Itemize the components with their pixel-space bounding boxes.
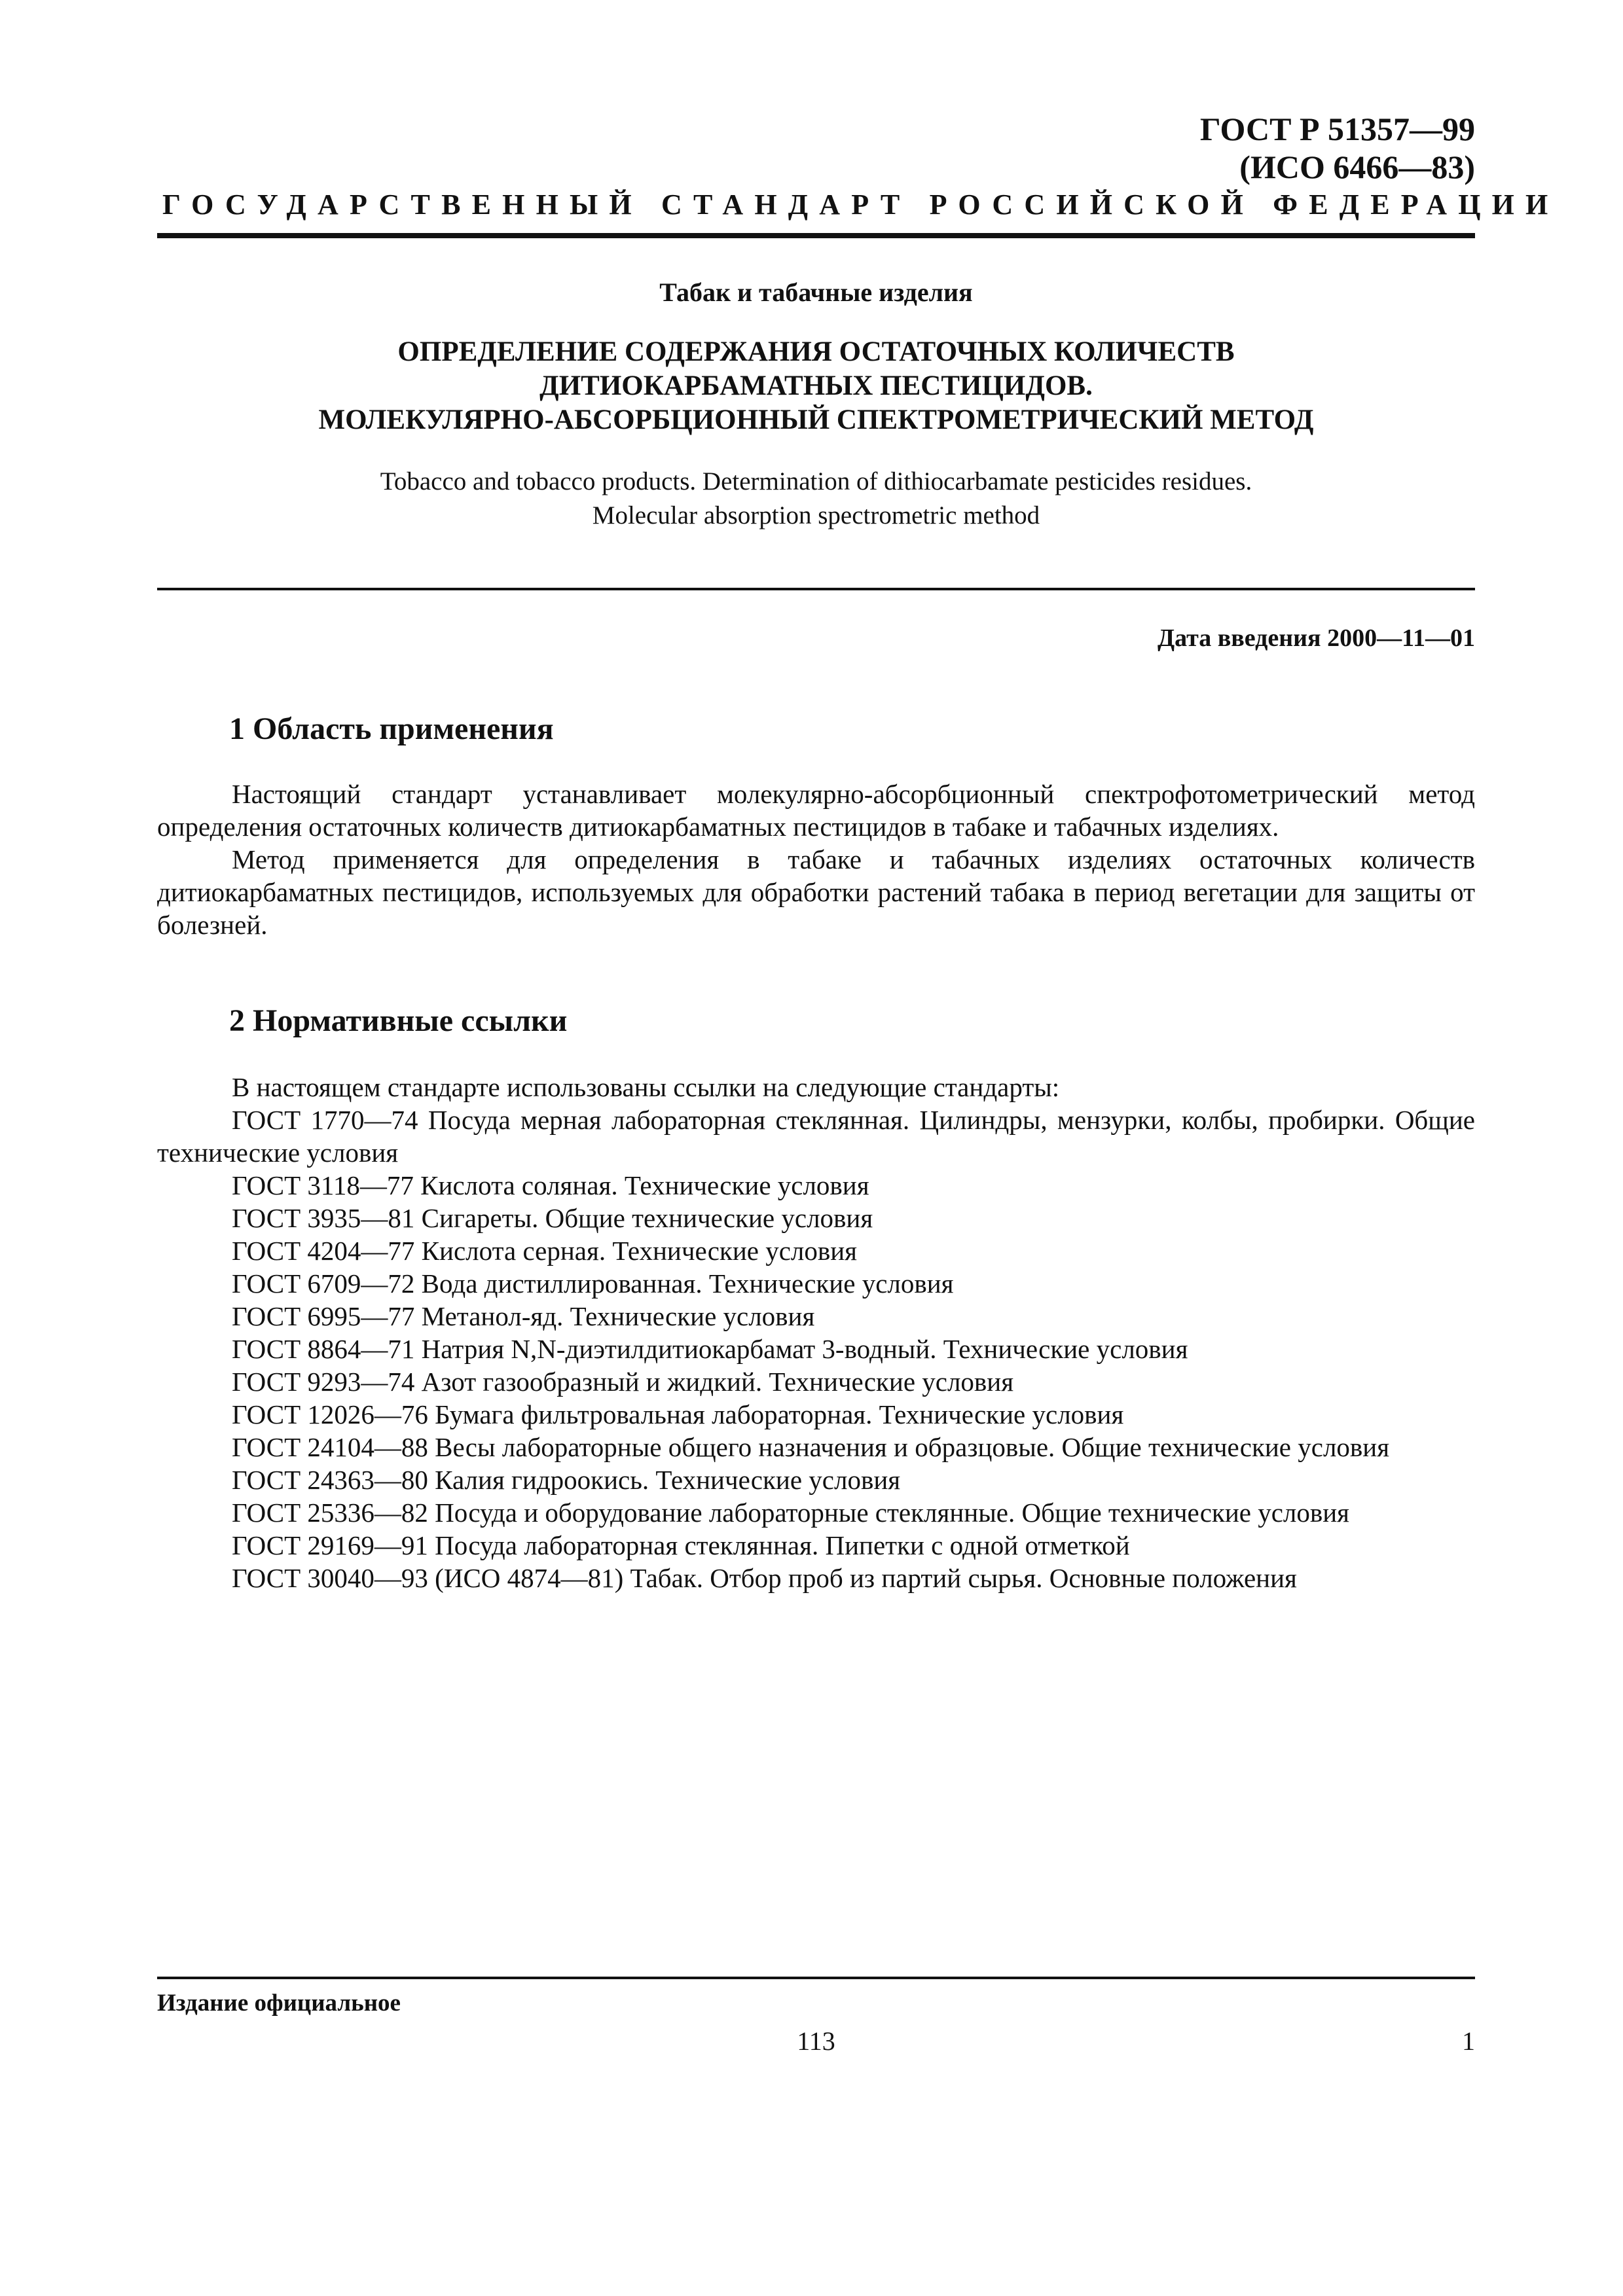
paragraph: Метод применяется для определения в табаке и табачных изделиях остаточных количеств дитиокарбаматных пестицидов, используемых для обработки растений табака в период вегетации для защиты от болезней. xyxy=(157,844,1475,940)
reference-item: ГОСТ 25336—82 Посуда и оборудование лабораторные стеклянные. Общие технические условия xyxy=(232,1498,1350,1528)
introduction-date: Дата введения 2000—11—01 xyxy=(1157,624,1475,652)
section-heading: 1 Область применения xyxy=(229,711,554,746)
footer-rule xyxy=(157,1977,1475,1979)
reference-item: ГОСТ 9293—74 Азот газообразный и жидкий. Технические условия xyxy=(232,1367,1014,1397)
reference-item: ГОСТ 3118—77 Кислота соляная. Технические условия xyxy=(232,1170,869,1200)
reference-item: ГОСТ 30040—93 (ИСО 4874—81) Табак. Отбор проб из партий сырья. Основные положения xyxy=(232,1563,1297,1593)
reference-item: ГОСТ 3935—81 Сигареты. Общие технические условия xyxy=(232,1203,873,1233)
paragraph: Настоящий стандарт устанавливает молекулярно-абсорбционный спектрофотометрический метод определения остаточных количеств дитиокарбаматных пестицидов в табаке и табачных изделиях. xyxy=(157,779,1475,842)
english-title xyxy=(157,465,1475,533)
reference-item: ГОСТ 29169—91 Посуда лабораторная стеклянная. Пипетки с одной отметкой xyxy=(232,1530,1130,1560)
reference-item: ГОСТ 6709—72 Вода дистиллированная. Технические условия xyxy=(232,1268,954,1299)
reference-item: ГОСТ 24104—88 Весы лабораторные общего назначения и образцовые. Общие технические условия xyxy=(232,1432,1390,1462)
state-standard-banner: ГОСУДАРСТВЕННЫЙ СТАНДАРТ РОССИЙСКОЙ ФЕДЕРАЦИИ xyxy=(162,188,1559,221)
reference-item: ГОСТ 6995—77 Метанол-яд. Технические условия xyxy=(232,1301,815,1331)
reference-item: ГОСТ 24363—80 Калия гидроокись. Технические условия xyxy=(232,1465,901,1495)
reference-item: ГОСТ 4204—77 Кислота серная. Технические условия xyxy=(232,1236,858,1266)
reference-item: ГОСТ 8864—71 Натрия N,N-диэтилдитиокарбамат 3-водный. Технические условия xyxy=(232,1334,1188,1364)
collection-page-number: 113 xyxy=(797,2026,835,2056)
paragraph: В настоящем стандарте использованы ссылки на следующие стандарты: xyxy=(232,1072,1060,1102)
title-line: ОПРЕДЕЛЕНИЕ СОДЕРЖАНИЯ ОСТАТОЧНЫХ КОЛИЧЕСТВ xyxy=(397,336,1235,367)
english-title-line: Molecular absorption spectrometric method xyxy=(592,501,1040,529)
document-title xyxy=(157,335,1475,437)
section-body xyxy=(157,1071,1475,1594)
page-number: 1 xyxy=(1462,2026,1475,2056)
section-heading: 2 Нормативные ссылки xyxy=(229,1003,568,1038)
official-edition-label: Издание официальное xyxy=(157,1990,401,2017)
reference-item: ГОСТ 1770—74 Посуда мерная лабораторная стеклянная. Цилиндры, мензурки, колбы, пробирки. Общие технические условия xyxy=(157,1105,1475,1168)
document-subtitle: Табак и табачные изделия xyxy=(659,278,973,307)
title-line: МОЛЕКУЛЯРНО-АБСОРБЦИОННЫЙ СПЕКТРОМЕТРИЧЕСКИЙ МЕТОД xyxy=(318,404,1314,435)
title-rule xyxy=(157,588,1475,590)
header-rule xyxy=(157,233,1475,238)
title-line: ДИТИОКАРБАМАТНЫХ ПЕСТИЦИДОВ. xyxy=(539,370,1093,401)
reference-item: ГОСТ 12026—76 Бумага фильтровальная лабораторная. Технические условия xyxy=(232,1399,1124,1429)
standard-code: ГОСТ Р 51357—99 xyxy=(1199,111,1475,147)
section-body xyxy=(157,778,1475,941)
english-title-line: Tobacco and tobacco products. Determination of dithiocarbamate pesticides residues. xyxy=(380,467,1252,495)
iso-code: (ИСО 6466—83) xyxy=(1239,149,1475,185)
